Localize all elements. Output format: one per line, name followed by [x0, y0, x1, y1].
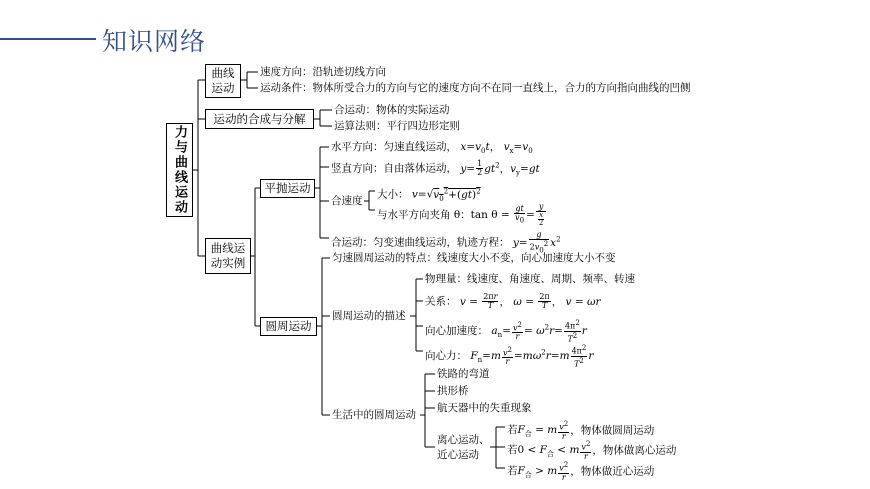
node-projectile	[260, 179, 315, 198]
projectile-vertical	[331, 158, 540, 180]
circular-acceleration	[425, 319, 587, 343]
projectile-angle	[377, 203, 547, 227]
projectile-magnitude-label: 大小：	[377, 188, 409, 201]
circular-describe-label: 圆周运动的描述	[332, 310, 406, 322]
node-circular-label: 圆周运动	[265, 319, 312, 333]
circular-relations-label: 关系：	[425, 295, 457, 308]
projectile-combined-velocity-label: 合速度	[331, 195, 363, 207]
node-examples	[205, 238, 251, 274]
circular-relations-formula: v = $\frac{2\pi r}{T}$ ， ω = $\frac{2\pi}{T}$ ， v = ωr	[459, 292, 601, 310]
projectile-angle-formula: $\frac{gt}{v_0}$ = $\frac{y}{\frac{x}{2}}$	[513, 209, 547, 221]
projectile-magnitude-formula: $v=√v_0^2+(gt)^2$	[411, 187, 481, 203]
life-bridge-text: 拱形桥	[437, 385, 469, 397]
projectile-horizontal-formula: $x=v_0t$， $v_x=v_0$	[460, 141, 533, 156]
node-projectile-label: 平抛运动	[264, 181, 311, 195]
node-curve-motion	[205, 64, 241, 98]
case-circle-condition: 若$F_合 = m$ $\frac{v^2}{r}$	[507, 420, 569, 441]
life-railway-text: 铁路的弯道	[437, 368, 490, 380]
circular-force-label: 向心力：	[425, 350, 467, 363]
circular-force-formula: $F_n=m$ $\frac{v^2}{r}$ $=m\omega^2r=m$ $\frac{4\pi^2}{T^2}$ r	[470, 344, 594, 369]
curve-condition-text: 运动条件：物体所受合力的方向与它的速度方向不在同一直线上，合力的方向指向曲线的凹侧	[260, 82, 691, 94]
root-node: 力与曲线运动	[166, 123, 193, 217]
composition-combined-text: 合运动：物体的实际运动	[334, 104, 450, 116]
circular-uniform-text: 匀速圆周运动的特点：线速度大小不变，向心加速度大小不变	[332, 252, 616, 264]
projectile-vertical-formula: y= $\frac{1}{2}$ $gt^2$，$v_y=gt$	[460, 159, 540, 177]
life-centrifugal-label	[437, 433, 493, 463]
case-centrifugal-condition: 若$0 < F_合 < m$ $\frac{v^2}{r}$	[507, 440, 591, 461]
composition-rule-text: 运算法则：平行四边形定则	[334, 120, 460, 132]
projectile-horizontal-label: 水平方向：匀速直线运动，	[331, 141, 457, 153]
projectile-combined-motion-label: 合运动：匀变速曲线运动，轨迹方程：	[331, 236, 510, 249]
circular-acceleration-label: 向心加速度：	[425, 325, 488, 338]
page-title: 知识网络	[102, 27, 207, 56]
case-centrifugal	[507, 440, 676, 461]
life-spacecraft-text: 航天器中的失重现象	[437, 402, 532, 414]
projectile-angle-label: 与水平方向夹角 θ：tan θ =	[377, 209, 510, 221]
circular-acceleration-formula: $a_n=$ $\frac{v^2}{r}$ = $\omega^2r=$ $\frac{4\pi^2}{T^2}$ r	[491, 319, 587, 344]
circular-force	[425, 344, 593, 368]
case-centripetal-condition: 若$F_合 > m$ $\frac{v^2}{r}$	[507, 461, 569, 482]
projectile-trajectory-formula: y= $\frac{g}{2v_0^2}$ $x^2$	[512, 230, 561, 255]
circular-life-label: 生活中的圆周运动	[332, 409, 416, 421]
node-examples-label: 曲线运动实例	[210, 241, 246, 270]
case-centripetal-result: ，物体做近心运动	[570, 465, 655, 478]
node-curve-motion-label: 曲线运动	[211, 66, 235, 95]
node-composition-label: 运动的合成与分解	[213, 111, 306, 126]
curve-velocity-text: 速度方向：沿轨迹切线方向	[260, 66, 386, 78]
projectile-vertical-label: 竖直方向：自由落体运动，	[331, 162, 457, 175]
case-circle-result: ，物体做圆周运动	[570, 424, 655, 437]
circular-quantities-text: 物理量：线速度、角速度、周期、频率、转速	[425, 273, 635, 285]
case-centripetal	[507, 461, 654, 482]
case-centrifugal-result: ，物体做离心运动	[592, 444, 677, 457]
circular-relations	[425, 293, 601, 310]
node-composition	[205, 109, 314, 129]
life-centrifugal-text: 离心运动、近心运动	[437, 434, 490, 461]
node-circular	[260, 317, 317, 336]
projectile-horizontal	[331, 140, 533, 158]
case-circle	[507, 420, 654, 441]
